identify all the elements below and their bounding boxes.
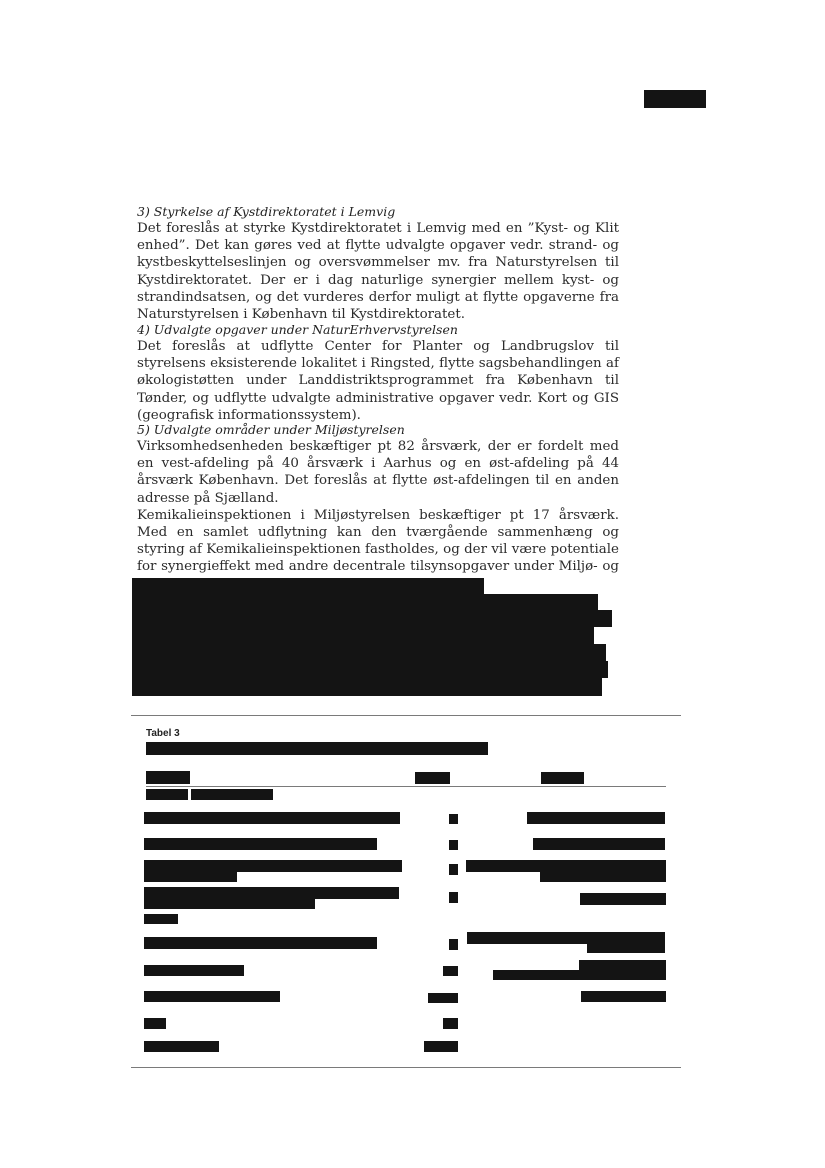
- redaction-header-cell: [415, 772, 450, 784]
- redaction-row-label: [144, 860, 402, 872]
- redaction-row-value: [580, 893, 666, 905]
- redaction-row-label: [144, 991, 280, 1002]
- redaction-bar: [132, 578, 484, 594]
- redaction-row-value: [467, 932, 665, 944]
- redaction-row-value: [449, 864, 458, 875]
- table-bottom-rule: [131, 1067, 681, 1068]
- redaction-row-value: [493, 970, 666, 980]
- section-body: Det foreslås at styrke Kystdirektoratet i Lemvig med en ”Kyst- og Klit enhed”. Det kan gøres ved at flytte udvalgte opgaver vedr. strand- og kystbeskyttelseslinjen og oversvømmelser mv. fra Naturstyrelsen til Kystdirektoratet. Der er i dag naturlige synergier mellem kyst- og strandindsatsen, og det vurderes derfor muligt at flytte opgaverne fra Naturstyrelsen i København til Kystdirektoratet.: [137, 221, 619, 323]
- redaction-row-label: [144, 812, 400, 824]
- redaction-group-label: [146, 789, 188, 800]
- redaction-row-value: [449, 892, 458, 903]
- redaction-bar: [132, 594, 598, 610]
- table-header-rule: [146, 786, 666, 787]
- redaction-row-value: [443, 1018, 458, 1029]
- redaction-header-mark: [644, 90, 706, 108]
- redaction-row-value: [449, 939, 458, 950]
- redaction-row-value: [449, 814, 458, 824]
- redaction-row-label: [144, 838, 377, 850]
- redaction-row-value: [424, 1041, 458, 1052]
- redaction-header-cell: [541, 772, 584, 784]
- redaction-row-value: [527, 812, 665, 824]
- redaction-row-value: [540, 872, 666, 882]
- redaction-bar: [132, 627, 594, 644]
- redaction-bar: [132, 661, 608, 678]
- section-naturerhvervstyrelsen: [137, 321, 619, 424]
- redaction-row-value: [443, 966, 458, 976]
- redaction-row-label: [144, 914, 178, 924]
- table-top-rule: [131, 715, 681, 716]
- section-body: Det foreslås at udflytte Center for Planter og Landbrugslov til styrelsens eksisterende lokalitet i Ringsted, flytte sagsbehandlingen af økologistøtten under Landdistriktsprogrammet fra København til Tønder, og udflytte udvalgte administrative opgaver vedr. Kort og GIS (geografisk informationssystem).: [137, 339, 619, 423]
- section-miljostyrelsen: [137, 421, 619, 593]
- section-heading: 3) Styrkelse af Kystdirektoratet i Lemvig: [137, 204, 396, 219]
- redaction-row-label: [144, 899, 315, 909]
- redaction-bar: [132, 610, 612, 627]
- redaction-row-label: [144, 1041, 219, 1052]
- redaction-bar: [132, 678, 602, 696]
- section-heading: 4) Udvalgte opgaver under NaturErhvervstyrelsen: [137, 322, 458, 337]
- section-kystdirektoratet: [137, 203, 619, 323]
- table-title: Tabel 3: [146, 728, 180, 739]
- redaction-row-label: [144, 937, 377, 949]
- redaction-row-value: [587, 944, 665, 953]
- redaction-row-value: [466, 860, 666, 872]
- section-heading: 5) Udvalgte områder under Miljøstyrelsen: [137, 422, 405, 437]
- redaction-row-value: [428, 993, 458, 1003]
- redaction-group-label: [191, 789, 273, 800]
- redaction-row-label: [144, 965, 244, 976]
- redaction-row-value: [449, 840, 458, 850]
- section-body: Virksomhedsenheden beskæftiger pt 82 årsværk, der er fordelt med en vest-afdeling på 40 årsværk i Aarhus og en øst-afdeling på 44 årsværk København. Det foreslås at flytte øst-afdelingen til en anden adresse på Sjælland.: [137, 439, 619, 506]
- redaction-row-label: [144, 887, 399, 899]
- section-body-continued: Kemikalieinspektionen i Miljøstyrelsen beskæftiger pt 17 årsværk. Med en samlet udflytning kan den tværgående sammenhæng og styring af Kemikalieinspektionen fastholdes, og der vil være potentiale for synergieffekt med andre decentrale tilsynsopgaver under Miljø- og: [137, 507, 619, 575]
- redaction-table-caption: [146, 742, 488, 755]
- redaction-row-label: [144, 872, 237, 882]
- redaction-row-label: [144, 1018, 166, 1029]
- redaction-bar: [132, 644, 606, 661]
- redaction-row-value: [581, 991, 666, 1002]
- redaction-row-value: [533, 838, 665, 850]
- redaction-header-cell: [146, 771, 190, 784]
- redaction-row-value: [579, 960, 666, 970]
